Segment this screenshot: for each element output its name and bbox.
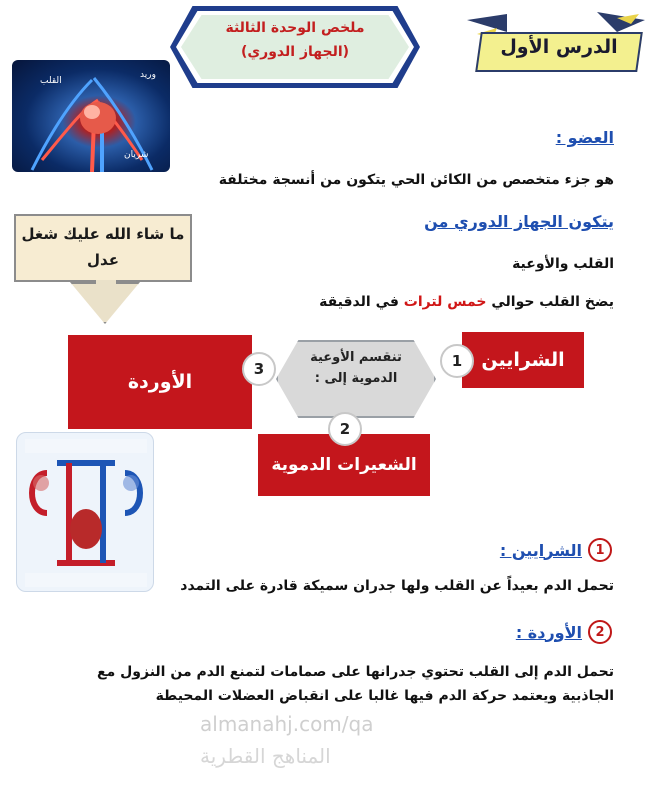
- watermark-name: المناهج القطرية: [200, 744, 331, 768]
- watermark-url: almanahj.com/qa: [200, 712, 374, 736]
- number-badge-3: 3: [242, 352, 276, 386]
- veins-box: الأوردة: [68, 335, 252, 429]
- center-line-1: تنقسم الأوعية: [310, 350, 402, 365]
- callout-text: [16, 222, 190, 273]
- veins-heading: الأوردة :: [515, 622, 582, 642]
- lesson-label: الدرس الأول: [500, 36, 618, 58]
- veins-heading-row: [516, 620, 612, 644]
- number-badge-1: 1: [440, 344, 474, 378]
- organ-heading: العضو :: [555, 128, 614, 147]
- heart-illustration: [12, 60, 170, 172]
- pumping-rate-before: يضخ القلب حوالي: [486, 294, 614, 310]
- pumping-rate: [319, 294, 614, 310]
- veins-description-line-1: تحمل الدم إلى القلب تحتوي جدرانها على صمامات لتمنع الدم من النزول مع: [97, 664, 614, 680]
- pumping-rate-after: في الدقيقة: [319, 294, 404, 310]
- composition-text: القلب والأوعية: [512, 256, 614, 272]
- veins-number: 2: [588, 620, 612, 644]
- capillaries-box: الشعيرات الدموية: [258, 434, 430, 496]
- number-badge-2: 2: [328, 412, 362, 446]
- label-artery: شريان: [124, 150, 149, 160]
- unit-title: ملخص الوحدة الثالثة: [225, 20, 365, 36]
- label-heart: القلب: [40, 76, 62, 86]
- callout-line-1: ما شاء الله عليك شغل: [21, 225, 185, 243]
- circulation-diagram: [16, 432, 154, 592]
- callout-line-2: عدل: [87, 250, 119, 269]
- center-line-2: الدموية إلى :: [314, 370, 398, 386]
- diagram-center-text: [276, 348, 436, 390]
- arteries-box: الشرايين: [462, 332, 584, 388]
- callout-stem: [96, 280, 116, 294]
- unit-subtitle: (الجهاز الدوري): [240, 44, 350, 60]
- circulation-loops-icon: [17, 433, 154, 592]
- arteries-description: تحمل الدم بعيداً عن القلب ولها جدران سميكة قادرة على التمدد: [180, 578, 614, 594]
- label-vein: وريد: [140, 70, 156, 80]
- arteries-heading-row: [500, 538, 612, 562]
- arteries-number: 1: [588, 538, 612, 562]
- arteries-heading: الشرايين :: [499, 540, 582, 560]
- organ-definition: هو جزء متخصص من الكائن الحي يتكون من أنسجة مختلفة: [218, 172, 614, 188]
- composition-heading: يتكون الجهاز الدوري من: [424, 212, 614, 231]
- pumping-rate-highlight: خمس لترات: [403, 294, 487, 310]
- veins-description-line-2: الجاذبية ويعتمد حركة الدم فيها غالبا على انقباض العضلات المحيطة: [155, 688, 614, 704]
